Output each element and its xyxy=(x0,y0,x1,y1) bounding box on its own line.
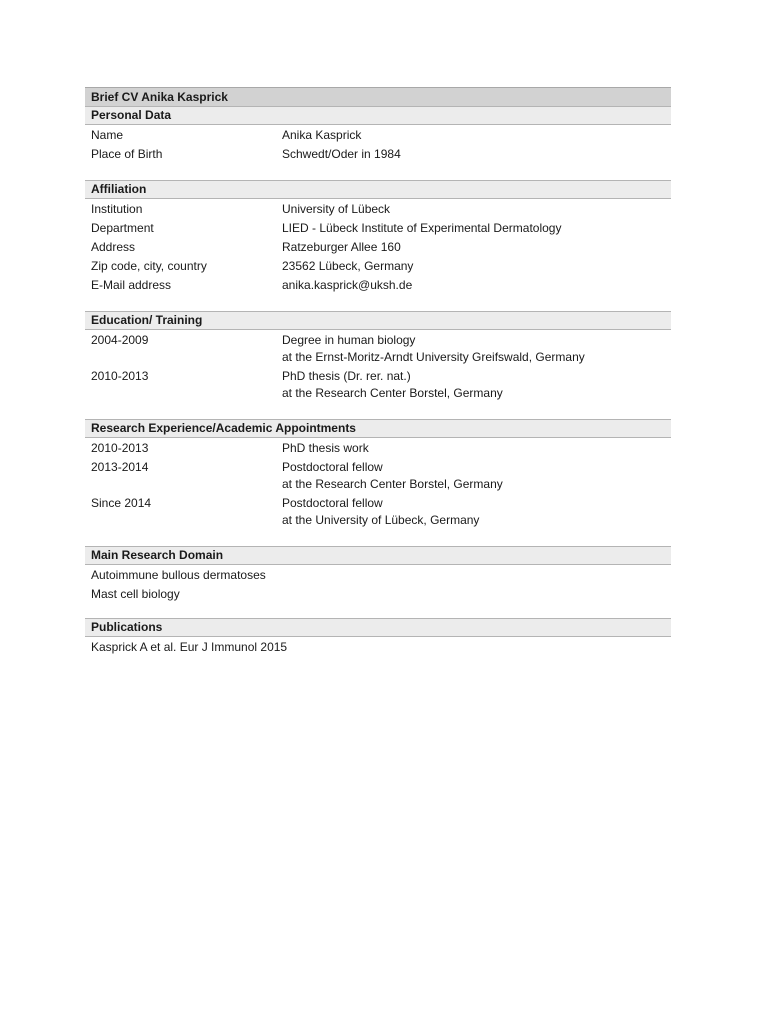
affiliation-row-department xyxy=(85,220,671,237)
section-heading-personal-data: Personal Data xyxy=(85,106,671,125)
row-label: 2010-2013 xyxy=(91,369,149,383)
section-heading-affiliation: Affiliation xyxy=(85,180,671,199)
list-item: Autoimmune bullous dermatoses xyxy=(91,568,266,582)
row-value-line: at the Research Center Borstel, Germany xyxy=(282,477,503,491)
row-value-line: Postdoctoral fellow xyxy=(282,460,383,474)
row-value: Schwedt/Oder in 1984 xyxy=(282,147,401,161)
row-value: Anika Kasprick xyxy=(282,128,362,142)
education-row xyxy=(85,332,671,366)
row-label: 2004-2009 xyxy=(91,333,149,347)
row-value-line: at the Ernst-Moritz-Arndt University Greifswald, Germany xyxy=(282,350,585,364)
row-label: Zip code, city, country xyxy=(91,259,207,273)
row-label: Department xyxy=(91,221,154,235)
email-link[interactable]: anika.kasprick@uksh.de xyxy=(282,278,413,292)
section-heading-research-experience: Research Experience/Academic Appointments xyxy=(85,419,671,438)
row-value-line: at the Research Center Borstel, Germany xyxy=(282,386,503,400)
row-value-line: Degree in human biology xyxy=(282,333,416,347)
affiliation-row-address xyxy=(85,239,671,256)
row-label: Place of Birth xyxy=(91,147,163,161)
education-row xyxy=(85,368,671,402)
row-value xyxy=(282,332,671,366)
row-value xyxy=(282,368,671,402)
row-value-line: PhD thesis work xyxy=(282,441,369,455)
cv-document xyxy=(85,87,671,656)
row-value: Ratzeburger Allee 160 xyxy=(282,240,401,254)
row-value: University of Lübeck xyxy=(282,202,391,216)
row-label: E-Mail address xyxy=(91,278,172,292)
row-value-line: PhD thesis (Dr. rer. nat.) xyxy=(282,369,411,383)
row-value-line: at the University of Lübeck, Germany xyxy=(282,513,480,527)
research-row xyxy=(85,440,671,457)
publication-item: Kasprick A et al. Eur J Immunol 2015 xyxy=(91,640,288,654)
section-heading-education: Education/ Training xyxy=(85,311,671,330)
list-item: Mast cell biology xyxy=(91,587,180,601)
row-value-line: Postdoctoral fellow xyxy=(282,496,383,510)
row-label: Address xyxy=(91,240,136,254)
research-row xyxy=(85,459,671,493)
row-label: 2010-2013 xyxy=(91,441,149,455)
affiliation-row-zip-city-country xyxy=(85,258,671,275)
personal-row-name xyxy=(85,127,671,144)
section-heading-research-domain: Main Research Domain xyxy=(85,546,671,565)
document-title: Brief CV Anika Kasprick xyxy=(85,87,671,106)
row-value xyxy=(282,440,671,457)
row-label: Institution xyxy=(91,202,143,216)
row-label: Since 2014 xyxy=(91,496,152,510)
personal-row-place-of-birth xyxy=(85,146,671,163)
row-value: 23562 Lübeck, Germany xyxy=(282,259,414,273)
affiliation-row-institution xyxy=(85,201,671,218)
row-value xyxy=(282,459,671,493)
affiliation-row-email xyxy=(85,277,671,294)
row-value xyxy=(282,495,671,529)
row-label: Name xyxy=(91,128,124,142)
row-value: LIED - Lübeck Institute of Experimental Dermatology xyxy=(282,221,562,235)
research-row xyxy=(85,495,671,529)
section-heading-publications: Publications xyxy=(85,618,671,637)
row-label: 2013-2014 xyxy=(91,460,149,474)
